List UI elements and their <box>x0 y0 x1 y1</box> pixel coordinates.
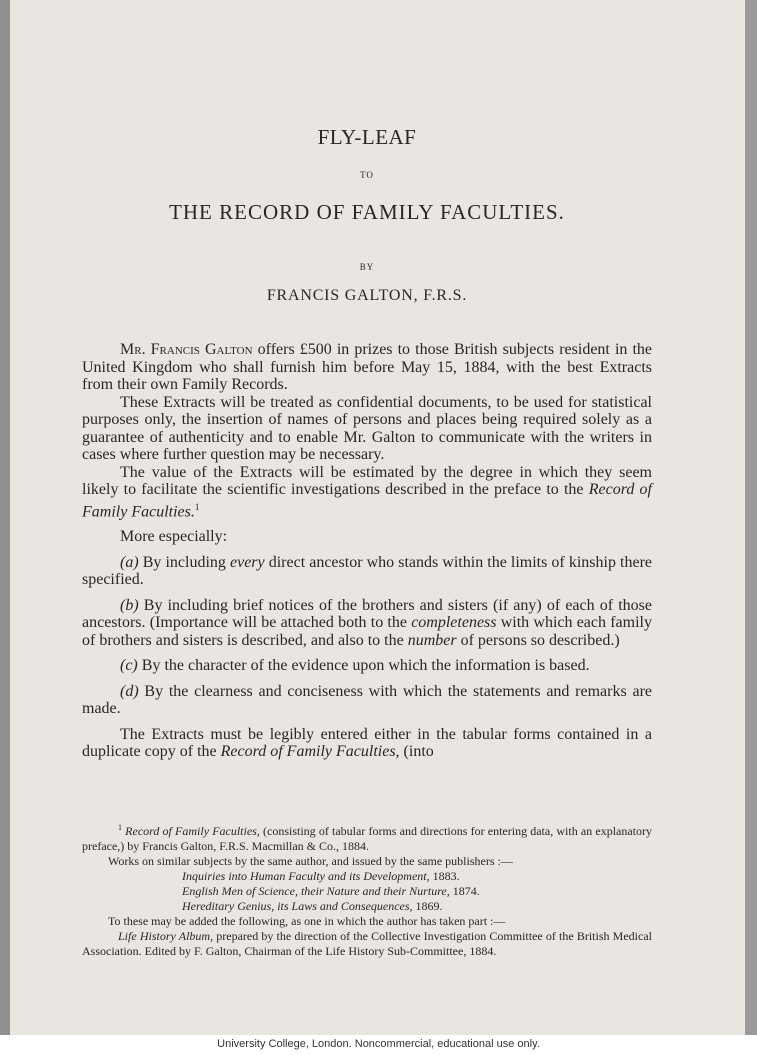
image-credit: University College, London. Noncommercial, educational use only. <box>217 1038 540 1050</box>
paragraph-extracts <box>82 726 652 761</box>
work-3-year: 1869. <box>412 899 443 913</box>
item-b <box>82 597 652 650</box>
item-a-italic: every <box>230 553 265 571</box>
heading-to: TO <box>360 170 374 180</box>
item-a-text-1: By including <box>138 553 230 571</box>
album-text: prepared by the direction of the Collective Investigation Committee of the British Medical Association. Edited by F. Galton, Chairman of the Life History Sub-Committee, 1884. <box>82 929 652 958</box>
body-text <box>82 341 652 761</box>
item-d-text: By the clearness and conciseness with which the statements and remarks are made. <box>82 682 652 718</box>
item-b-label: (b) <box>120 596 139 614</box>
paragraph-extracts-text-2: (into <box>399 743 434 761</box>
paragraph-more: More especially: <box>120 528 228 546</box>
item-a-label: (a) <box>120 553 139 571</box>
work-1-title: Inquiries into Human Faculty and its Development, <box>182 869 430 883</box>
document-title: THE RECORD OF FAMILY FACULTIES. <box>169 200 565 224</box>
paragraph-prizes-text: offers £500 in prizes to those British subjects resident in the United Kingdom who shall furnish him before May 15, 1884, with the best Extracts from their own Family Records. <box>82 341 653 393</box>
item-a-text-2: direct ancestor who stands within the limits of kinship there specified. <box>82 553 653 589</box>
paragraph-value-text: The value of the Extracts will be estimated by the degree in which they seem likely to facilitate the scientific investigations described in the preface to the <box>82 463 652 498</box>
item-b-text-3: of persons so described.) <box>456 631 620 649</box>
work-1-year: 1883. <box>429 869 460 883</box>
item-b-text-2: with which each family of brothers and sisters is described, and also to the <box>82 614 652 649</box>
paragraph-prizes <box>82 341 652 394</box>
work-2-year: 1874. <box>449 884 480 898</box>
paragraph-extracts-italic: Record of Family Faculties, <box>220 743 400 761</box>
album-title: Life History Album, <box>118 929 214 943</box>
author-name: FRANCIS GALTON, F.R.S. <box>266 287 468 304</box>
footnote-added: To these may be added the following, as one in which the author has taken part :— <box>108 914 506 928</box>
item-a <box>82 554 652 589</box>
paragraph-value <box>82 464 652 521</box>
work-2-title: English Men of Science, their Nature and their Nurture, <box>182 884 450 898</box>
footnote-work-1 <box>82 869 652 884</box>
item-c <box>82 657 652 675</box>
footnotes <box>82 820 652 959</box>
footnote-ref: 1 <box>194 501 200 512</box>
document-page <box>10 0 745 1035</box>
item-d-label: (d) <box>120 682 139 700</box>
item-b-italic-number: number <box>407 631 457 649</box>
item-d <box>82 683 652 718</box>
name-smallcaps: Mr. Francis Galton <box>120 341 253 358</box>
item-c-label: (c) <box>120 657 138 675</box>
footnote-1-text: (consisting of tabular forms and directions for entering data, with an explanatory preface,) by Francis Galton, F.R.S. Macmillan & Co., 1884. <box>82 824 653 853</box>
item-b-italic-completeness: completeness <box>411 614 497 632</box>
paragraph-confidential: These Extracts will be treated as confidential documents, to be used for statistical purposes only, the insertion of names of persons and places being required solely as a guarantee of authenticity and to enable Mr. Galton to communicate with the writers in cases where further question may be necessary. <box>82 393 652 463</box>
footnote-1 <box>82 820 652 854</box>
paragraph-extracts-text-1: The Extracts must be legibly entered either in the tabular forms contained in a duplicate copy of the <box>82 725 652 761</box>
footnote-1-title: Record of Family Faculties, <box>125 824 260 838</box>
page-left-edge <box>0 0 10 1035</box>
item-c-text: By the character of the evidence upon which the information is based. <box>137 657 590 675</box>
book-title-italic: Record of Family Faculties. <box>82 481 652 520</box>
footnote-album <box>82 929 652 959</box>
work-3-title: Hereditary Genius, its Laws and Consequences, <box>182 899 413 913</box>
footnote-work-3 <box>82 899 652 914</box>
page-right-edge <box>745 0 757 1035</box>
footnote-work-2 <box>82 884 652 899</box>
heading-by: BY <box>359 262 375 272</box>
item-b-text-1: By including brief notices of the brothers and sisters (if any) of each of those ancestors. (Importance will be attached both to the <box>82 596 652 632</box>
heading-fly-leaf: FLY-LEAF <box>317 125 417 149</box>
footnote-1-mark: 1 <box>118 823 122 832</box>
footnote-works-intro: Works on similar subjects by the same author, and issued by the same publishers :— <box>108 854 513 868</box>
